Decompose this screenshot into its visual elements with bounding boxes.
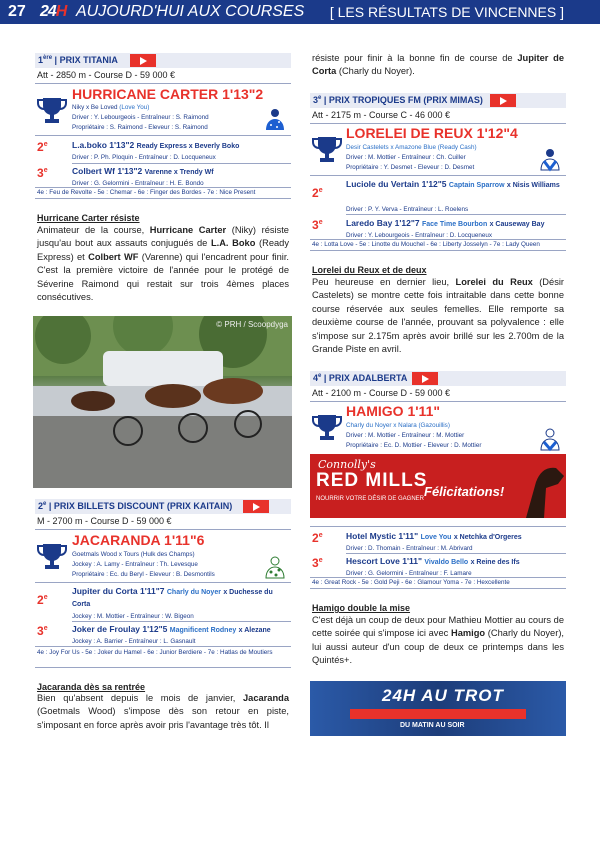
- race-1-video-button[interactable]: [130, 54, 156, 67]
- race-3-third-place: 3e: [312, 218, 323, 232]
- race-4-winner-driver: Driver : M. Mottier - Entraîneur : M. Mottier: [346, 432, 465, 439]
- ad-24h-logo: 24H AU TROT: [382, 686, 504, 705]
- race-3-second-driver: Driver : P. Y. Verva - Entraîneur : L. Roelens: [346, 206, 469, 213]
- race-1-title: PRIX TITANIA: [59, 55, 118, 65]
- divider: [310, 526, 566, 527]
- ad-tagline: NOURRIR VOTRE DÉSIR DE GAGNER: [316, 496, 425, 502]
- jockey-silk-icon: [263, 556, 287, 580]
- divider: [310, 401, 566, 402]
- divider: [72, 163, 291, 164]
- article-3-body: Peu heureuse en dernier lieu, Lorelei du Reux (Désir Castelets) se montre cette fois intraitable dans cette bonne course réservée aux seules femelles. Elle remporte sa deuxième course de l'année, prouvant sa polyvalence : elle s'impose sur 2.175m après avoir brillé sur les 2.700m de la Grande Piste en avril.: [312, 277, 565, 355]
- race-2-conditions: M - 2700 m - Course D - 59 000 €: [37, 516, 172, 526]
- article-1-title: Hurricane Carter résiste: [37, 213, 140, 223]
- divider: [35, 529, 291, 530]
- article-2-title: Jacaranda dès sa rentrée: [37, 682, 146, 692]
- race-3-winner-pedigree: Desir Castelets x Amazone Blue (Ready Cash): [346, 144, 477, 151]
- race-1-second-place: 2e: [37, 140, 48, 154]
- race-1-winner-driver: Driver : Y. Lebourgeois - Entraîneur : S. Raimond: [72, 114, 209, 121]
- divider: [72, 621, 291, 622]
- ad-brand: RED MILLS: [316, 470, 428, 491]
- race-1-winner-owner: Propriétaire : S. Raimond - Eleveur : S. Raimond: [72, 124, 208, 131]
- article-2-continued: résiste pour finir à la bonne fin de course de Jupiter de Corta (Charly du Noyer).: [312, 53, 564, 77]
- brand-logo: 24H: [40, 3, 67, 20]
- divider: [346, 214, 566, 215]
- divider: [310, 123, 566, 124]
- race-2-others: 4e : Joy For Us - 5e : Joker du Hamel - 6e : Junior Berdiere - 7e : Hatlas de Moutiers: [37, 649, 273, 656]
- divider: [35, 198, 291, 199]
- trophy-icon: [312, 135, 342, 163]
- race-3-others: 4e : Lotta Love - 5e : Linotte du Mouchel - 6e : Liberty Josselyn - 7e : Lady Queen: [312, 241, 540, 248]
- race-2-second-driver: Jockey : M. Mottier - Entraîneur : W. Bigeon: [72, 613, 194, 620]
- divider: [310, 250, 566, 251]
- race-4-video-button[interactable]: [412, 372, 438, 385]
- race-4-third-driver: Driver : G. Gelormini - Entraîneur : F. Lamare: [346, 570, 472, 577]
- race-1-header: 1ère | PRIX TITANIA: [35, 53, 291, 68]
- article-2-body: Bien qu'absent depuis le mois de janvier, Jacaranda (Goetmals Wood) s'impose dès son retour en piste, s'imposant en force après avoir pris l'avantage très tôt. Il: [37, 693, 289, 730]
- ad-brand-top: Connolly's: [318, 458, 376, 471]
- divider: [310, 239, 566, 240]
- race-2-video-button[interactable]: [243, 500, 269, 513]
- jockey-silk-icon: [538, 148, 562, 172]
- divider: [310, 175, 566, 176]
- race-3-second-place: 2e: [312, 186, 323, 200]
- race-1-second-name: L.a.boko 1'13"2 Ready Express x Beverly Boko: [72, 140, 240, 150]
- race-1-others: 4e : Feu de Revolte - 5e : Chemar - 6e : Finger des Bordes - 7e : Nice Present: [37, 189, 256, 196]
- race-1-third-name: Colbert Wf 1'13"2 Varenne x Trendy Wf: [72, 166, 214, 176]
- divider: [310, 588, 566, 589]
- race-photo: [33, 316, 292, 488]
- race-3-third-name: Laredo Bay 1'12"7 Face Time Bourbon x Causeway Bay: [346, 218, 545, 228]
- article-1-body: Animateur de la course, Hurricane Carter (Niky) résiste jusqu'au bout aux assauts conjugués de L.A. Boko (Ready Express) et Colbert WF (Varenne) qui l'encadrent pour finir. C'est la première victoire de l'année pour le protégé de Séverine Raimond qui restait sur trois 4èmes places consécutives.: [37, 225, 289, 303]
- article-3-title: Lorelei du Reux et de deux: [312, 265, 427, 275]
- ad-24h-au-trot[interactable]: [310, 681, 566, 736]
- race-1-conditions: Att - 2850 m - Course D - 59 000 €: [37, 70, 176, 80]
- race-2-third-place: 3e: [37, 624, 48, 638]
- race-4-second-place: 2e: [312, 531, 323, 545]
- race-1-winner-pedigree: Niky x Be Loved (Love You): [72, 104, 150, 111]
- page-header: [0, 0, 600, 24]
- race-3-conditions: Att - 2175 m - Course C - 46 000 €: [312, 110, 451, 120]
- horse-head-image: [516, 462, 566, 518]
- race-3-title: PRIX TROPIQUES FM (PRIX MIMAS): [328, 95, 483, 105]
- divider: [310, 577, 566, 578]
- divider: [35, 646, 291, 647]
- divider: [346, 553, 566, 554]
- divider: [35, 135, 291, 136]
- race-1-second-driver: Driver : P. Ph. Ploquin - Entraîneur : D. Locqueneux: [72, 154, 216, 161]
- race-4-conditions: Att - 2100 m - Course D - 59 000 €: [312, 388, 451, 398]
- race-2-third-driver: Jockey : A. Barrier - Entraîneur : L. Gasnault: [72, 638, 196, 645]
- harness-racing-image: [33, 316, 292, 488]
- article-4-body: C'est déjà un coup de deux pour Mathieu Mottier au cours de cette soirée qui s'impose ici avec Hamigo (Charly du Noyer), lui aussi auteur d'un coup de deux ce printemps dans les Quintés+.: [312, 615, 564, 666]
- section-results: [ LES RÉSULTATS DE VINCENNES ]: [329, 4, 564, 20]
- race-2-second-place: 2e: [37, 593, 48, 607]
- page-number: 27: [8, 3, 26, 20]
- photo-credit: © PRH / Scoopdyga: [216, 320, 288, 329]
- race-4-third-name: Hescort Love 1'11" Vivaldo Bello x Reine des Ifs: [346, 556, 520, 566]
- race-4-others: 4e : Great Rock - 5e : Gold Peji - 6e : Glamour Yoma - 7e : Hexcellente: [312, 579, 510, 586]
- race-1-third-place: 3e: [37, 166, 48, 180]
- race-2-winner-pedigree: Goetmals Wood x Tours (Hulk des Champs): [72, 551, 195, 558]
- race-2-title: PRIX BILLETS DISCOUNT (PRIX KAITAIN): [53, 501, 233, 511]
- divider: [35, 667, 291, 668]
- race-3-third-driver: Driver : Y. Lebourgeois - Entraîneur : D. Locqueneux: [346, 232, 493, 239]
- ad-red-mills[interactable]: [310, 454, 566, 518]
- race-4-second-driver: Driver : D. Thomain - Entraîneur : M. Abrivard: [346, 545, 473, 552]
- race-2-header: 2e | PRIX BILLETS DISCOUNT (PRIX KAITAIN): [35, 499, 291, 514]
- trophy-icon: [37, 542, 67, 570]
- divider: [35, 83, 291, 84]
- trophy-icon: [37, 96, 67, 124]
- ad-24h-sub: DU MATIN AU SOIR: [400, 722, 465, 729]
- jockey-silk-icon: [263, 108, 287, 132]
- race-4-third-place: 3e: [312, 556, 323, 570]
- race-2-third-name: Joker de Froulay 1'12"5 Magnificent Rodney x Alezane: [72, 624, 271, 634]
- race-3-winner: LORELEI DE REUX 1'12"4: [346, 125, 518, 141]
- article-4-title: Hamigo double la mise: [312, 603, 411, 613]
- race-3-winner-owner: Propriétaire : Y. Desmet - Eleveur : D. Desmet: [346, 164, 475, 171]
- divider: [35, 187, 291, 188]
- race-2-winner-owner: Propriétaire : Ec. du Beryl - Eleveur : B. Desmontils: [72, 571, 215, 578]
- race-4-title: PRIX ADALBERTA: [328, 373, 408, 383]
- race-3-second-name: Luciole du Vertain 1'12"5 Captain Sparrow x Nisis Williams: [346, 179, 560, 189]
- race-2-winner: JACARANDA 1'11"6: [72, 532, 205, 548]
- race-4-winner-owner: Propriétaire : Ec. D. Mottier - Eleveur : D. Mottier: [346, 442, 482, 449]
- race-1-third-driver: Driver : G. Gelormini - Entraîneur : H. E. Bondo: [72, 180, 204, 187]
- race-4-second-name: Hotel Mystic 1'11" Love You x Netchka d'Orgeres: [346, 531, 522, 541]
- race-2-winner-driver: Jockey : A. Lamy - Entraîneur : Th. Levesque: [72, 561, 198, 568]
- race-3-video-button[interactable]: [490, 94, 516, 107]
- race-2-second-name: Jupiter du Corta 1'11"7 Charly du Noyer x Duchesse du Corta: [72, 586, 273, 608]
- divider: [35, 582, 291, 583]
- race-1-winner: HURRICANE CARTER 1'13"2: [72, 86, 264, 102]
- trophy-icon: [312, 413, 342, 441]
- section-title: AUJOURD'HUI AUX COURSES: [76, 3, 305, 20]
- ad-congrats: Félicitations!: [424, 484, 505, 499]
- race-4-winner-pedigree: Charly du Noyer x Nalara (Gazouillis): [346, 422, 450, 429]
- race-3-header: 3e | PRIX TROPIQUES FM (PRIX MIMAS): [310, 93, 566, 108]
- race-4-winner: HAMIGO 1'11": [346, 403, 440, 419]
- race-3-winner-driver: Driver : M. Mottier - Entraîneur : Ch. Cuiller: [346, 154, 466, 161]
- jockey-silk-icon: [538, 428, 562, 452]
- race-4-header: 4e | PRIX ADALBERTA: [310, 371, 566, 386]
